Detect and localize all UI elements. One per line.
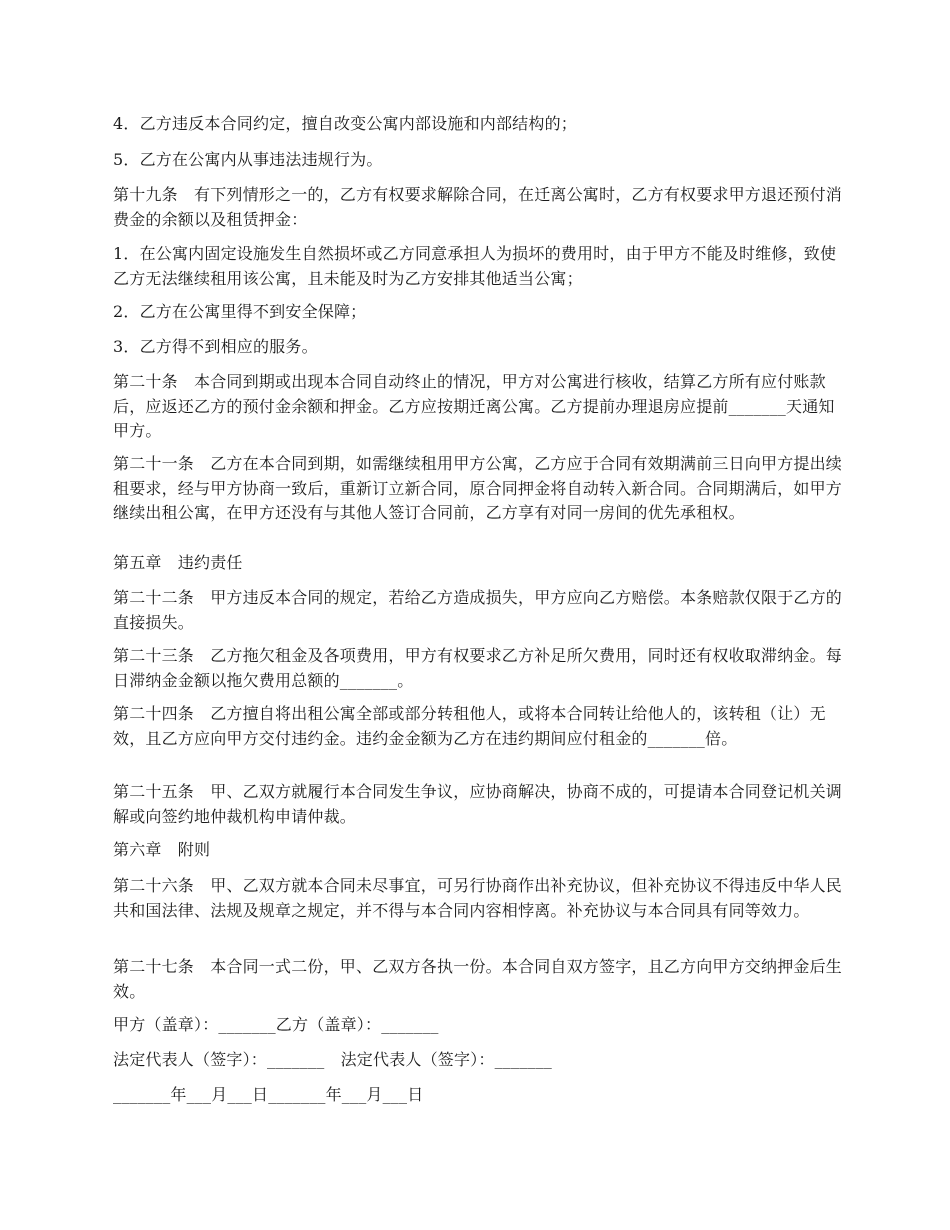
- signature-representative-line: 法定代表人（签字）：_______ 法定代表人（签字）：_______: [113, 1050, 553, 1069]
- article-20-text: 第二十条 本合同到期或出现本合同自动终止的情况，甲方对公寓进行核收，结算乙方所有应付账款后，应返还乙方的预付金余额和押金。乙方应按期迁离公寓。乙方提前办理退房应提前_______天通知甲方。: [113, 372, 835, 440]
- article-26-text: 第二十六条 甲、乙双方就本合同未尽事宜，可另行协商作出补充协议，但补充协议不得违反中华人民共和国法律、法规及规章之规定，并不得与本合同内容相悖离。补充协议与本合同具有同等效力。: [113, 876, 843, 920]
- article-25-text: 第二十五条 甲、乙双方就履行本合同发生争议，应协商解决，协商不成的，可提请本合同登记机关调解或向签约地仲裁机构申请仲裁。: [113, 782, 843, 826]
- article-21-text: 第二十一条 乙方在本合同到期，如需继续租用甲方公寓，乙方应于合同有效期满前三日向甲方提出续租要求，经与甲方协商一致后，重新订立新合同，原合同押金将自动转入新合同。合同期满后，如甲方继续出租公寓，在甲方还没有与其他人签订合同前，乙方享有对同一房间的优先承租权。: [113, 454, 843, 522]
- article-24-text: 第二十四条 乙方擅自将出租公寓全部或部分转租他人，或将本合同转让给他人的，该转租（让）无效，且乙方应向甲方交付违约金。违约金金额为乙方在违约期间应付租金的_______倍。: [113, 704, 826, 748]
- article-19-item-1: 1．在公寓内固定设施发生自然损坏或乙方同意承担人为损坏的费用时，由于甲方不能及时维修，致使乙方无法继续租用该公寓，且未能及时为乙方安排其他适当公寓；: [113, 244, 837, 288]
- article-22-text: 第二十二条 甲方违反本合同的规定，若给乙方造成损失，甲方应向乙方赔偿。本条赔款仅限于乙方的直接损失。: [113, 588, 843, 632]
- chapter-6-heading: 第六章 附则: [113, 840, 211, 859]
- clause-5-text: 5．乙方在公寓内从事违法违规行为。: [113, 150, 383, 169]
- signature-seal-line: 甲方（盖章）：_______乙方（盖章）：_______: [113, 1015, 439, 1034]
- article-27-text: 第二十七条 本合同一式二份，甲、乙双方各执一份。本合同自双方签字，且乙方向甲方交纳押金后生效。: [113, 957, 843, 1001]
- signature-date-line: _______年___月___日_______年___月___日: [113, 1085, 424, 1104]
- clause-4-text: 4．乙方违反本合同约定，擅自改变公寓内部设施和内部结构的；: [113, 114, 577, 133]
- article-23-text: 第二十三条 乙方拖欠租金及各项费用，甲方有权要求乙方补足所欠费用，同时还有权收取滞纳金。每日滞纳金金额以拖欠费用总额的_______。: [113, 646, 843, 690]
- article-19-text: 第十九条 有下列情形之一的，乙方有权要求解除合同，在迁离公寓时，乙方有权要求甲方退还预付消费金的余额以及租赁押金：: [113, 185, 843, 229]
- chapter-5-heading: 第五章 违约责任: [113, 553, 243, 572]
- article-19-item-2: 2．乙方在公寓里得不到安全保障；: [113, 302, 367, 321]
- article-19-item-3: 3．乙方得不到相应的服务。: [113, 337, 318, 356]
